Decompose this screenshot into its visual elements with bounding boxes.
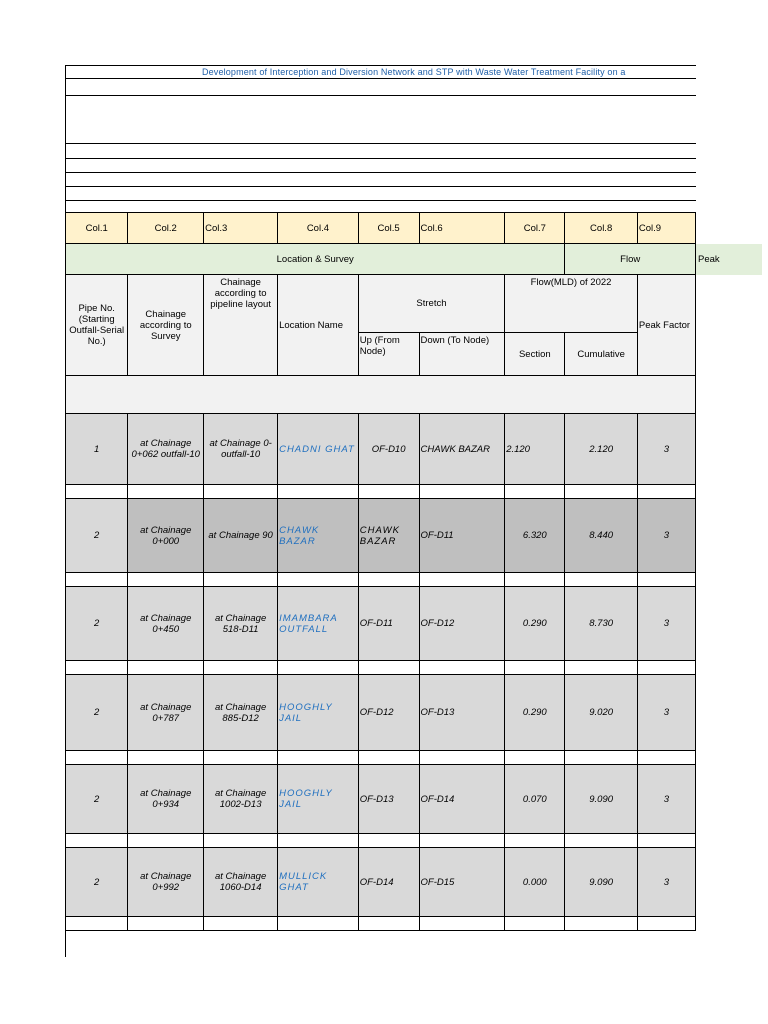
grid-line bbox=[65, 143, 696, 144]
cell-up-node: OF-D14 bbox=[358, 848, 419, 917]
table-row bbox=[66, 414, 696, 485]
cell-pipe-no: 2 bbox=[66, 675, 128, 751]
spacer-row bbox=[66, 661, 696, 675]
cell-cumulative: 9.090 bbox=[565, 848, 637, 917]
cell-chainage-survey: at Chainage 0+934 bbox=[128, 765, 204, 834]
title-row bbox=[65, 65, 696, 79]
cell-section: 2.120 bbox=[505, 414, 565, 485]
header-cumulative: Cumulative bbox=[565, 333, 637, 376]
cell-up-node: CHAWK BAZAR bbox=[358, 499, 419, 573]
header-up-node: Up (From Node) bbox=[358, 333, 419, 376]
cell-cumulative: 8.440 bbox=[565, 499, 637, 573]
grid-line bbox=[65, 186, 696, 187]
col-label: Col.6 bbox=[419, 213, 505, 244]
cell-up-node: OF-D11 bbox=[358, 587, 419, 661]
grid-line bbox=[65, 172, 696, 173]
cell-cumulative: 2.120 bbox=[565, 414, 637, 485]
col-label: Col.5 bbox=[358, 213, 419, 244]
header-chainage-pipeline: Chainage according to pipeline layout bbox=[204, 275, 278, 376]
cell-chainage-survey: at Chainage 0+062 outfall-10 bbox=[128, 414, 204, 485]
cell-section: 0.070 bbox=[505, 765, 565, 834]
col-label: Col.9 bbox=[637, 213, 695, 244]
cell-chainage-pipeline: at Chainage 90 bbox=[204, 499, 278, 573]
cell-chainage-survey: at Chainage 0+992 bbox=[128, 848, 204, 917]
column-number-row bbox=[66, 213, 696, 244]
document-title: Development of Interception and Diversion Network and STP with Waste Water Treatment Facility on a bbox=[202, 67, 626, 77]
table-row bbox=[66, 765, 696, 834]
spacer-row bbox=[66, 573, 696, 587]
cell-peak-factor: 3 bbox=[637, 499, 695, 573]
blank-cell bbox=[66, 376, 696, 414]
cell-location-name: HOOGHLY JAIL bbox=[278, 765, 359, 834]
table-row bbox=[66, 499, 696, 573]
cell-pipe-no: 2 bbox=[66, 499, 128, 573]
blank-row bbox=[66, 376, 696, 414]
data-table bbox=[65, 212, 696, 931]
col-label: Col.8 bbox=[565, 213, 637, 244]
cell-chainage-survey: at Chainage 0+450 bbox=[128, 587, 204, 661]
table-row bbox=[66, 675, 696, 751]
col-label: Col.1 bbox=[66, 213, 128, 244]
cell-peak-factor: 3 bbox=[637, 587, 695, 661]
header-row-1 bbox=[66, 275, 696, 333]
col-label: Col.2 bbox=[128, 213, 204, 244]
grid-line bbox=[65, 95, 696, 96]
cell-pipe-no: 2 bbox=[66, 848, 128, 917]
cell-up-node: OF-D12 bbox=[358, 675, 419, 751]
cell-cumulative: 8.730 bbox=[565, 587, 637, 661]
header-down-node: Down (To Node) bbox=[419, 333, 505, 376]
cell-cumulative: 9.090 bbox=[565, 765, 637, 834]
cell-peak-factor: 3 bbox=[637, 765, 695, 834]
cell-section: 6.320 bbox=[505, 499, 565, 573]
table-row bbox=[66, 587, 696, 661]
cell-peak-factor: 3 bbox=[637, 414, 695, 485]
cell-down-node: OF-D13 bbox=[419, 675, 505, 751]
cell-location-name: CHAWK BAZAR bbox=[278, 499, 359, 573]
cell-down-node: OF-D14 bbox=[419, 765, 505, 834]
cell-chainage-pipeline: at Chainage 885-D12 bbox=[204, 675, 278, 751]
cell-up-node: OF-D13 bbox=[358, 765, 419, 834]
spacer-row bbox=[66, 751, 696, 765]
header-stretch: Stretch bbox=[358, 275, 504, 333]
cell-chainage-survey: at Chainage 0+787 bbox=[128, 675, 204, 751]
cell-peak-factor: 3 bbox=[637, 675, 695, 751]
grid-line bbox=[65, 158, 696, 159]
cell-down-node: CHAWK BAZAR bbox=[419, 414, 505, 485]
cell-up-node: OF-D10 bbox=[358, 414, 419, 485]
header-flow-mld: Flow(MLD) of 2022 bbox=[505, 275, 638, 333]
header-location-name: Location Name bbox=[278, 275, 359, 376]
cell-chainage-pipeline: at Chainage 0-outfall-10 bbox=[204, 414, 278, 485]
header-pipe-no: Pipe No. (Starting Outfall-Serial No.) bbox=[66, 275, 128, 376]
header-section: Section bbox=[505, 333, 565, 376]
header-chainage-survey: Chainage according to Survey bbox=[128, 275, 204, 376]
cell-down-node: OF-D12 bbox=[419, 587, 505, 661]
group-location-survey: Location & Survey bbox=[66, 244, 565, 275]
cell-down-node: OF-D11 bbox=[419, 499, 505, 573]
cell-pipe-no: 2 bbox=[66, 587, 128, 661]
cell-peak-factor: 3 bbox=[637, 848, 695, 917]
cell-down-node: OF-D15 bbox=[419, 848, 505, 917]
cell-section: 0.290 bbox=[505, 587, 565, 661]
cell-chainage-survey: at Chainage 0+000 bbox=[128, 499, 204, 573]
cell-chainage-pipeline: at Chainage 1060-D14 bbox=[204, 848, 278, 917]
cell-location-name: IMAMBARA OUTFALL bbox=[278, 587, 359, 661]
spacer-row bbox=[66, 834, 696, 848]
table-row bbox=[66, 848, 696, 917]
col-label: Col.3 bbox=[204, 213, 278, 244]
spreadsheet bbox=[65, 65, 696, 957]
col-label: Col.7 bbox=[505, 213, 565, 244]
cell-section: 0.000 bbox=[505, 848, 565, 917]
spacer-row bbox=[66, 485, 696, 499]
spacer-row bbox=[66, 917, 696, 931]
cell-chainage-pipeline: at Chainage 518-D11 bbox=[204, 587, 278, 661]
cell-section: 0.290 bbox=[505, 675, 565, 751]
group-peak: Peak bbox=[696, 244, 762, 275]
group-flow: Flow bbox=[565, 244, 696, 275]
cell-location-name: MULLICK GHAT bbox=[278, 848, 359, 917]
cell-location-name: HOOGHLY JAIL bbox=[278, 675, 359, 751]
cell-cumulative: 9.020 bbox=[565, 675, 637, 751]
cell-chainage-pipeline: at Chainage 1002-D13 bbox=[204, 765, 278, 834]
header-peak-factor: Peak Factor bbox=[637, 275, 695, 376]
cell-location-name: CHADNI GHAT bbox=[278, 414, 359, 485]
col-label: Col.4 bbox=[278, 213, 359, 244]
group-header-row bbox=[66, 244, 696, 275]
grid-line bbox=[65, 200, 696, 201]
cell-pipe-no: 1 bbox=[66, 414, 128, 485]
cell-pipe-no: 2 bbox=[66, 765, 128, 834]
